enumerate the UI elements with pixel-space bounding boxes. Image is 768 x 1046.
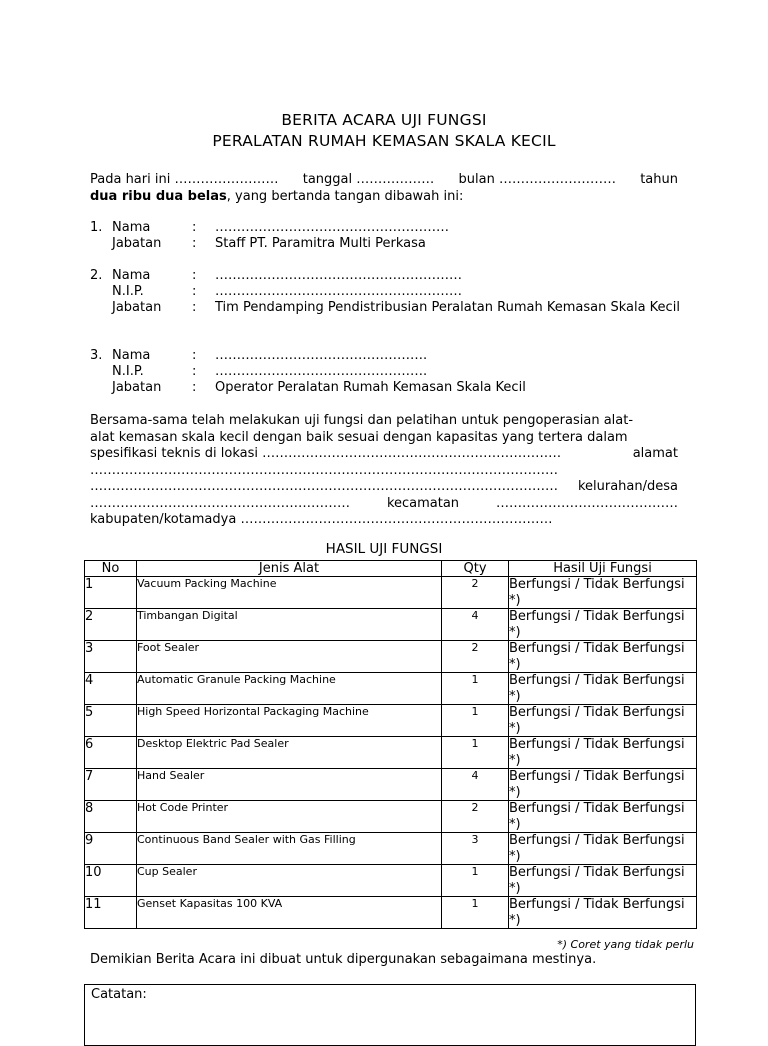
- results-title: HASIL UJI FUNGSI: [325, 541, 443, 557]
- test-result: Berfungsi / Tidak Berfungsi *): [509, 737, 697, 769]
- location-field: spesifikasi teknis di lokasi ……………………………………………………………: [90, 446, 562, 461]
- equipment-name: Desktop Elektric Pad Sealer: [137, 737, 442, 769]
- intro-line-1: [90, 172, 678, 189]
- party-1-name-row: [90, 220, 680, 236]
- notes-box: [84, 984, 696, 1046]
- footnote: *) Coret yang tidak perlu: [557, 938, 694, 951]
- party-2-position-row: [90, 300, 680, 316]
- body-line-2: alat kemasan skala kecil dengan baik sesuai dengan kapasitas yang tertera dalam: [90, 429, 628, 445]
- quantity: 1: [442, 737, 509, 769]
- equipment-name: Timbangan Digital: [137, 609, 442, 641]
- village-label: kelurahan/desa: [577, 479, 678, 494]
- field-label: Nama: [112, 268, 151, 283]
- field-colon: :: [192, 380, 197, 396]
- row-number: 10: [85, 865, 137, 897]
- quantity: 1: [442, 865, 509, 897]
- equipment-name: Hot Code Printer: [137, 801, 442, 833]
- col-header-result: Hasil Uji Fungsi: [509, 561, 697, 577]
- field-label: Jabatan: [112, 236, 162, 252]
- test-result: Berfungsi / Tidak Berfungsi *): [509, 801, 697, 833]
- party-2-nip-row: [90, 284, 680, 300]
- field-value: Staff PT. Paramitra Multi Perkasa: [215, 236, 426, 252]
- party-number: 3.: [90, 348, 103, 363]
- closing-statement: Demikian Berita Acara ini dibuat untuk dipergunakan sebagaimana mestinya.: [90, 952, 597, 967]
- row-number: 5: [85, 705, 137, 737]
- district-field: ……………………………………: [495, 495, 678, 511]
- party-2-name-row: [90, 268, 680, 284]
- table-row: [85, 865, 697, 897]
- equipment-name: Automatic Granule Packing Machine: [137, 673, 442, 705]
- quantity: 3: [442, 833, 509, 865]
- field-value: Operator Peralatan Rumah Kemasan Skala Kecil: [215, 380, 526, 396]
- party-3-nip-row: [90, 364, 680, 380]
- document-title-line1: BERITA ACARA UJI FUNGSI: [281, 111, 487, 129]
- equipment-name: Genset Kapasitas 100 KVA: [137, 897, 442, 929]
- field-colon: :: [192, 300, 197, 316]
- row-number: 8: [85, 801, 137, 833]
- equipment-name: Foot Sealer: [137, 641, 442, 673]
- body-line-6: [90, 496, 678, 513]
- quantity: 4: [442, 769, 509, 801]
- party-3-position-row: [90, 380, 680, 396]
- notes-label: Catatan:: [91, 987, 147, 1002]
- regency-line: kabupaten/kotamadya ………………………………………………………………: [90, 512, 553, 527]
- test-result: Berfungsi / Tidak Berfungsi *): [509, 897, 697, 929]
- field-value: …………………………………………………: [215, 268, 462, 283]
- intro-year-label: tahun: [640, 172, 678, 187]
- equipment-name: Vacuum Packing Machine: [137, 577, 442, 609]
- test-result: Berfungsi / Tidak Berfungsi *): [509, 577, 697, 609]
- address-label: alamat: [632, 446, 678, 461]
- test-result: Berfungsi / Tidak Berfungsi *): [509, 769, 697, 801]
- col-header-no: No: [85, 561, 137, 577]
- intro-date: tanggal ………………: [302, 172, 435, 187]
- table-row: [85, 769, 697, 801]
- quantity: 1: [442, 705, 509, 737]
- field-value: ………………………………………………: [215, 220, 449, 235]
- address-field: ………………………………………………………………………………………………: [90, 462, 558, 478]
- body-line-3: [90, 446, 678, 463]
- table-row: [85, 609, 697, 641]
- field-label: Jabatan: [112, 300, 162, 316]
- equipment-name: Continuous Band Sealer with Gas Filling: [137, 833, 442, 865]
- table-row: [85, 833, 697, 865]
- table-row: [85, 577, 697, 609]
- field-label: N.I.P.: [112, 364, 144, 380]
- party-1: [90, 220, 680, 252]
- field-colon: :: [192, 220, 197, 235]
- party-1-position-row: [90, 236, 680, 252]
- field-label: Jabatan: [112, 380, 162, 396]
- field-label: N.I.P.: [112, 284, 144, 300]
- document-title-line2: PERALATAN RUMAH KEMASAN SKALA KECIL: [212, 132, 556, 150]
- quantity: 4: [442, 609, 509, 641]
- district-label: kecamatan: [386, 495, 460, 511]
- field-colon: :: [192, 284, 197, 300]
- field-colon: :: [192, 348, 197, 363]
- row-number: 7: [85, 769, 137, 801]
- row-number: 1: [85, 577, 137, 609]
- field-label: Nama: [112, 348, 151, 363]
- field-colon: :: [192, 268, 197, 283]
- results-table: [84, 560, 697, 929]
- col-header-qty: Qty: [442, 561, 509, 577]
- body-line-1: Bersama-sama telah melakukan uji fungsi dan pelatihan untuk pengoperasian alat-: [90, 413, 634, 428]
- test-result: Berfungsi / Tidak Berfungsi *): [509, 673, 697, 705]
- party-3-name-row: [90, 348, 680, 364]
- quantity: 2: [442, 801, 509, 833]
- intro-year-text: dua ribu dua belas: [90, 188, 227, 204]
- row-number: 3: [85, 641, 137, 673]
- intro-paragraph: [90, 172, 678, 205]
- field-value: ………………………………………….: [215, 348, 428, 363]
- row-number: 2: [85, 609, 137, 641]
- col-header-item: Jenis Alat: [137, 561, 442, 577]
- address-field-2: ………………………………………………………………………………………………: [90, 479, 558, 494]
- table-row: [85, 801, 697, 833]
- row-number: 11: [85, 897, 137, 929]
- equipment-name: High Speed Horizontal Packaging Machine: [137, 705, 442, 737]
- quantity: 1: [442, 673, 509, 705]
- quantity: 2: [442, 577, 509, 609]
- quantity: 2: [442, 641, 509, 673]
- party-2: [90, 268, 680, 317]
- test-result: Berfungsi / Tidak Berfungsi *): [509, 609, 697, 641]
- party-number: 2.: [90, 268, 103, 283]
- field-value: …………………………………………………: [215, 284, 462, 300]
- field-colon: :: [192, 364, 197, 380]
- village-field: ……………………………………………………: [90, 495, 350, 511]
- equipment-name: Hand Sealer: [137, 769, 442, 801]
- table-row: [85, 673, 697, 705]
- field-colon: :: [192, 236, 197, 252]
- intro-month: bulan ………………………: [458, 172, 616, 187]
- field-value: Tim Pendamping Pendistribusian Peralatan Rumah Kemasan Skala Kecil: [215, 300, 680, 316]
- body-paragraph: [90, 413, 678, 529]
- test-result: Berfungsi / Tidak Berfungsi *): [509, 833, 697, 865]
- test-result: Berfungsi / Tidak Berfungsi *): [509, 705, 697, 737]
- table-row: [85, 897, 697, 929]
- table-row: [85, 705, 697, 737]
- results-table-body: [85, 577, 697, 929]
- body-line-5: [90, 479, 678, 496]
- intro-line-2: [90, 189, 678, 206]
- table-row: [85, 641, 697, 673]
- row-number: 6: [85, 737, 137, 769]
- table-header-row: [85, 561, 697, 577]
- field-value: ………………………………………….: [215, 364, 428, 380]
- intro-line-2-rest: , yang bertanda tangan dibawah ini:: [226, 188, 464, 204]
- intro-day: Pada hari ini ……………………: [90, 172, 279, 187]
- party-number: 1.: [90, 220, 103, 235]
- row-number: 4: [85, 673, 137, 705]
- test-result: Berfungsi / Tidak Berfungsi *): [509, 865, 697, 897]
- quantity: 1: [442, 897, 509, 929]
- row-number: 9: [85, 833, 137, 865]
- test-result: Berfungsi / Tidak Berfungsi *): [509, 641, 697, 673]
- table-row: [85, 737, 697, 769]
- equipment-name: Cup Sealer: [137, 865, 442, 897]
- party-3: [90, 348, 680, 397]
- field-label: Nama: [112, 220, 151, 235]
